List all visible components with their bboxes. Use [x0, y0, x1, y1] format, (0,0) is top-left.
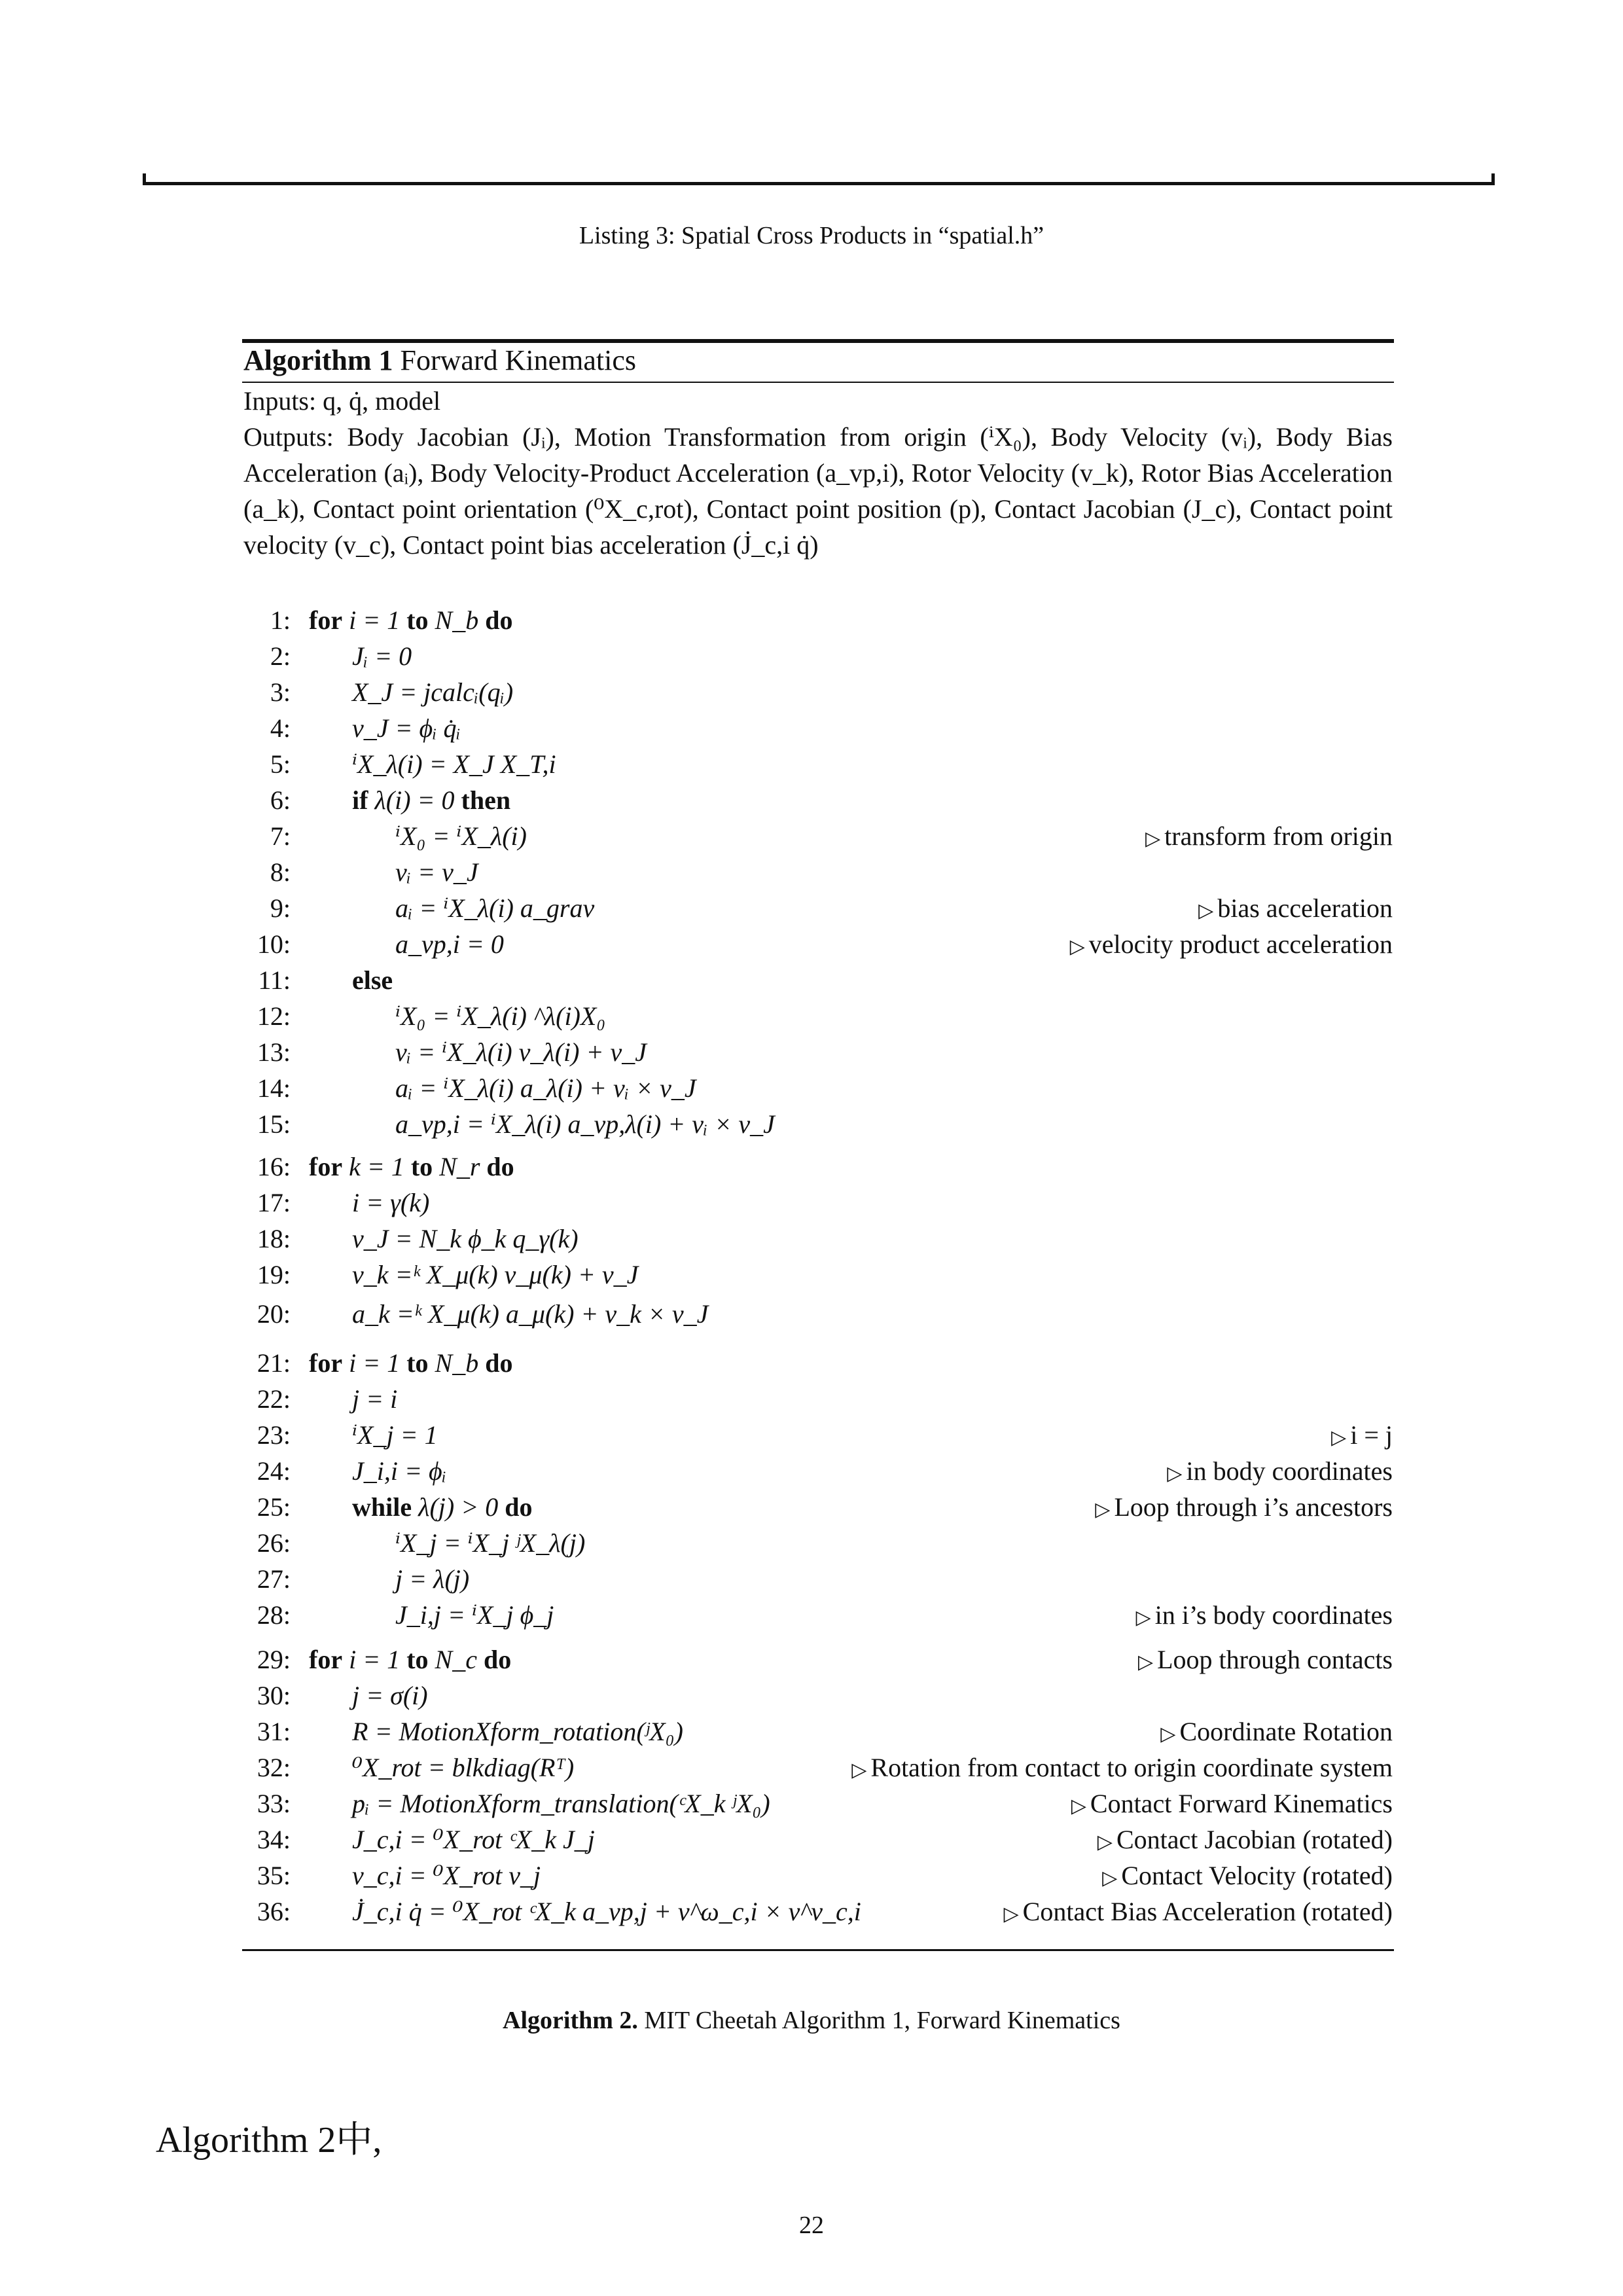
line-code: for k = 1 to N_r do [309, 1152, 514, 1181]
line-comment: ▷ Loop through i’s ancestors [1095, 1492, 1393, 1522]
listing-caption: Listing 3: Spatial Cross Products in “spatial.h” [579, 222, 1044, 249]
algorithm-line [243, 1749, 1393, 1785]
line-number: 13: [257, 1037, 291, 1067]
algorithm-line [243, 998, 1393, 1034]
algorithm-line [243, 1821, 1393, 1857]
line-code: v_c,i = ⁰X_rot v_j [352, 1861, 541, 1890]
line-code: J_i,i = ϕᵢ [352, 1456, 447, 1486]
line-code: J_c,i = ⁰X_rot ᶜX_k J_j [352, 1825, 595, 1854]
line-number: 27: [257, 1564, 291, 1594]
algorithm-line [243, 1417, 1393, 1453]
algorithm-top-rule [242, 339, 1394, 343]
algorithm-line [243, 1296, 1393, 1332]
algorithm-caption [0, 2006, 1623, 2035]
line-number: 11: [258, 965, 291, 995]
line-code: ⁱX_j = 1 [352, 1420, 438, 1450]
line-comment: ▷ Coordinate Rotation [1160, 1717, 1393, 1746]
line-code: R = MotionXform_rotation(ʲX₀) [352, 1717, 683, 1746]
line-number: 12: [257, 1001, 291, 1031]
line-code: v_J = N_k ϕ_k q_γ(k) [352, 1224, 579, 1253]
line-number: 15: [257, 1109, 291, 1139]
algorithm-line [243, 1489, 1393, 1525]
line-code: Jᵢ = 0 [352, 641, 412, 671]
line-code: for i = 1 to N_c do [309, 1645, 512, 1674]
line-code: while λ(j) > 0 do [352, 1492, 533, 1522]
line-code: aᵢ = ⁱX_λ(i) a_grav [395, 893, 595, 923]
line-code: a_vp,i = ⁱX_λ(i) a_vp,λ(i) + vᵢ × v_J [395, 1109, 775, 1139]
line-comment: ▷ i = j [1331, 1420, 1393, 1450]
comment-triangle-icon: ▷ [851, 1759, 867, 1781]
algorithm-line [243, 1221, 1393, 1257]
line-code: ⁱX_j = ⁱX_j ʲX_λ(j) [395, 1528, 586, 1558]
line-number: 21: [257, 1348, 291, 1378]
line-number: 35: [257, 1861, 291, 1890]
line-code: j = σ(i) [352, 1681, 428, 1710]
algorithm-line [243, 602, 1393, 638]
line-number: 17: [257, 1188, 291, 1217]
line-number: 36: [257, 1897, 291, 1926]
line-comment: ▷ Contact Forward Kinematics [1071, 1789, 1393, 1818]
line-code: J̇_c,i q̇ = ⁰X_rot ᶜX_k a_vp,j + v^ω_c,i × v^v_c,i [352, 1897, 861, 1926]
algorithm-line [243, 1641, 1393, 1677]
algorithm-line [243, 1070, 1393, 1106]
line-code: X_J = jcalcᵢ(qᵢ) [352, 677, 514, 707]
algorithm-header [243, 344, 636, 377]
line-comment: ▷ Contact Bias Acceleration (rotated) [1003, 1897, 1393, 1926]
algorithm-line [243, 1453, 1393, 1489]
algorithm-line [243, 638, 1393, 674]
algorithm-line [243, 926, 1393, 962]
line-code: a_k =ᵏ X_μ(k) a_μ(k) + v_k × v_J [352, 1299, 709, 1329]
comment-triangle-icon: ▷ [1135, 1607, 1151, 1628]
algorithm-line [243, 746, 1393, 782]
line-number: 29: [257, 1645, 291, 1674]
line-comment: ▷ in body coordinates [1167, 1456, 1393, 1486]
line-number: 25: [257, 1492, 291, 1522]
algorithm-line [243, 1185, 1393, 1221]
algorithm-line [243, 1106, 1393, 1142]
line-code: for i = 1 to N_b do [309, 605, 513, 635]
comment-triangle-icon: ▷ [1071, 1795, 1086, 1817]
line-code: J_i,j = ⁱX_j ϕ_j [395, 1600, 554, 1630]
comment-triangle-icon: ▷ [1160, 1723, 1176, 1745]
algorithm-label: Algorithm 1 [243, 344, 393, 376]
line-code: ⁰X_rot = blkdiag(Rᵀ) [352, 1753, 575, 1782]
algorithm-line [243, 818, 1393, 854]
line-number: 33: [257, 1789, 291, 1818]
line-number: 16: [257, 1152, 291, 1181]
line-number: 10: [257, 929, 291, 959]
line-number: 4: [270, 713, 291, 743]
line-code: if λ(i) = 0 then [352, 785, 511, 815]
line-number: 19: [257, 1260, 291, 1289]
comment-triangle-icon: ▷ [1102, 1867, 1118, 1889]
line-number: 32: [257, 1753, 291, 1782]
line-number: 3: [270, 677, 291, 707]
listing-frame-bottom-rule [145, 182, 1492, 185]
algorithm-line [243, 1597, 1393, 1633]
line-code: aᵢ = ⁱX_λ(i) a_λ(i) + vᵢ × v_J [395, 1073, 696, 1103]
line-number: 1: [270, 605, 291, 635]
line-comment: ▷ Contact Velocity (rotated) [1102, 1861, 1393, 1890]
comment-triangle-icon: ▷ [1167, 1463, 1183, 1484]
line-comment: ▷ bias acceleration [1198, 893, 1393, 923]
line-code: vᵢ = ⁱX_λ(i) v_λ(i) + v_J [395, 1037, 647, 1067]
comment-triangle-icon: ▷ [1145, 828, 1161, 850]
line-code: j = i [352, 1384, 398, 1414]
line-number: 9: [270, 893, 291, 923]
line-code: vᵢ = v_J [395, 857, 478, 887]
algorithm-line [243, 1257, 1393, 1293]
line-code: a_vp,i = 0 [395, 929, 504, 959]
algorithm-line [243, 962, 1393, 998]
line-code: ⁱX₀ = ⁱX_λ(i) ^λ(i)X₀ [395, 1001, 606, 1031]
algorithm-line [243, 1034, 1393, 1070]
page-number: 22 [799, 2212, 824, 2239]
algorithm-line [243, 782, 1393, 818]
line-number: 34: [257, 1825, 291, 1854]
line-number: 23: [257, 1420, 291, 1450]
body-text: Algorithm 2中, [156, 2120, 382, 2161]
line-number: 6: [270, 785, 291, 815]
algorithm-bottom-rule [242, 1949, 1394, 1951]
line-number: 28: [257, 1600, 291, 1630]
algorithm-caption-label: Algorithm 2. [503, 2007, 638, 2034]
line-number: 5: [270, 749, 291, 779]
line-number: 18: [257, 1224, 291, 1253]
line-number: 7: [270, 821, 291, 851]
line-number: 24: [257, 1456, 291, 1486]
comment-triangle-icon: ▷ [1331, 1427, 1347, 1448]
algorithm-title: Forward Kinematics [400, 344, 636, 376]
comment-triangle-icon: ▷ [1138, 1651, 1154, 1673]
comment-triangle-icon: ▷ [1097, 1831, 1113, 1853]
algorithm-line [243, 674, 1393, 710]
comment-triangle-icon: ▷ [1003, 1903, 1019, 1925]
line-comment: ▷ Rotation from contact to origin coordinate system [851, 1753, 1393, 1782]
comment-triangle-icon: ▷ [1069, 936, 1085, 958]
line-code: j = λ(j) [395, 1564, 470, 1594]
line-comment: ▷ velocity product acceleration [1069, 929, 1393, 959]
algorithm-line [243, 1893, 1393, 1929]
algorithm-line [243, 1561, 1393, 1597]
line-comment: ▷ in i’s body coordinates [1135, 1600, 1393, 1630]
algorithm-line [243, 890, 1393, 926]
line-number: 14: [257, 1073, 291, 1103]
algorithm-line [243, 1149, 1393, 1185]
line-number: 31: [257, 1717, 291, 1746]
comment-triangle-icon: ▷ [1198, 900, 1214, 922]
line-number: 26: [257, 1528, 291, 1558]
line-number: 8: [270, 857, 291, 887]
line-comment: ▷ transform from origin [1145, 821, 1393, 851]
comment-triangle-icon: ▷ [1095, 1499, 1111, 1520]
algorithm-line [243, 1525, 1393, 1561]
algorithm-caption-text: MIT Cheetah Algorithm 1, Forward Kinematics [644, 2007, 1120, 2034]
line-code: v_J = ϕᵢ q̇ᵢ [352, 713, 461, 743]
line-code: ⁱX_λ(i) = X_J X_T,i [352, 749, 556, 779]
algorithm-line [243, 1857, 1393, 1893]
line-code: i = γ(k) [352, 1188, 430, 1217]
line-comment: ▷ Loop through contacts [1138, 1645, 1393, 1674]
line-code: for i = 1 to N_b do [309, 1348, 513, 1378]
algorithm-line [243, 1785, 1393, 1821]
line-number: 20: [257, 1299, 291, 1329]
algorithm-inputs: Inputs: q, q̇, model [243, 386, 441, 416]
line-number: 22: [257, 1384, 291, 1414]
algorithm-line [243, 1713, 1393, 1749]
line-number: 2: [270, 641, 291, 671]
line-code: v_k =ᵏ X_μ(k) v_μ(k) + v_J [352, 1260, 639, 1289]
line-comment: ▷ Contact Jacobian (rotated) [1097, 1825, 1393, 1854]
algorithm-line [243, 854, 1393, 890]
algorithm-line [243, 1381, 1393, 1417]
line-code: ⁱX₀ = ⁱX_λ(i) [395, 821, 527, 851]
algorithm-line [243, 1677, 1393, 1713]
line-code: else [352, 965, 393, 995]
algorithm-line [243, 710, 1393, 746]
algorithm-line [243, 1345, 1393, 1381]
line-code: pᵢ = MotionXform_translation(ᶜX_k ʲX₀) [352, 1789, 770, 1818]
algorithm-outputs: Outputs: Body Jacobian (Jᵢ), Motion Transformation from origin (ⁱX₀), Body Velocity (vᵢ), Body Bias Acceleration (aᵢ), Body Velocity-Product Acceleration (a_vp,i), Rotor Velocity (v_k), Rotor Bias Acceleration (a_k), Contact point orientation (⁰X_c,rot), Contact point position (p), Contact Jacobian (J_c), Contact point velocity (v_c), Contact point bias acceleration (J̇_c,i q̇) [243, 422, 1393, 560]
line-number: 30: [257, 1681, 291, 1710]
